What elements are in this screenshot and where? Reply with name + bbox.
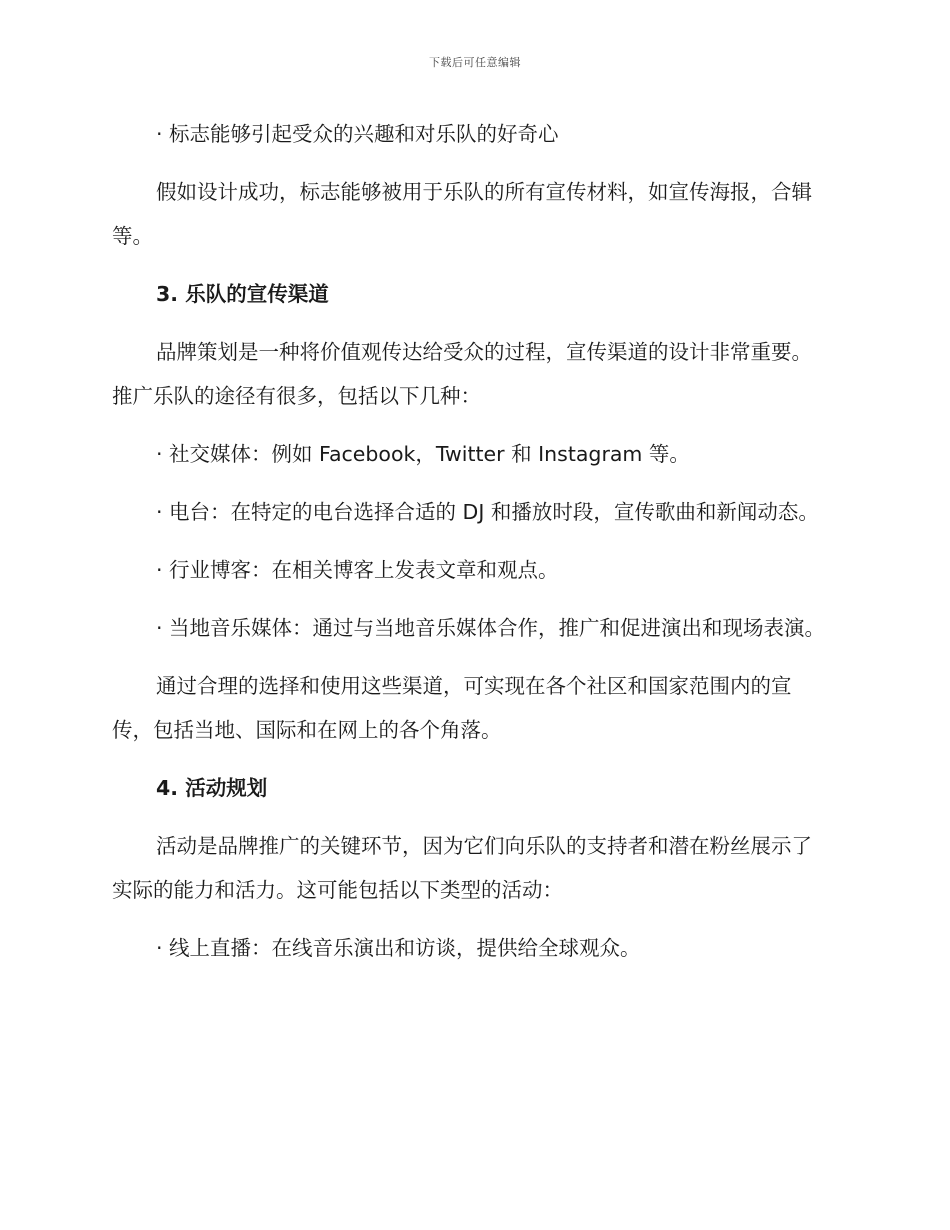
- paragraph-events-intro: 活动是品牌推广的关键环节，因为它们向乐队的支持者和潜在粉丝展示了实际的能力和活力。这可能包括以下类型的活动：: [112, 834, 812, 902]
- section-heading-promotion-channels: 3. 乐队的宣传渠道: [156, 282, 329, 306]
- section-heading-event-planning: 4. 活动规划: [156, 776, 268, 800]
- header-note: 下载后可任意编辑: [429, 56, 521, 69]
- paragraph-brand-planning: 品牌策划是一种将价值观传达给受众的过程，宣传渠道的设计非常重要。推广乐队的途径有很多，包括以下几种：: [112, 340, 812, 408]
- bullet-local-music-media: · 当地音乐媒体：通过与当地音乐媒体合作，推广和促进演出和现场表演。: [156, 616, 826, 640]
- bullet-social-media: · 社交媒体：例如 Facebook，Twitter 和 Instagram 等。: [156, 442, 690, 466]
- bullet-live-streaming: · 线上直播：在线音乐演出和访谈，提供给全球观众。: [156, 936, 641, 960]
- document-body: [112, 112, 832, 984]
- paragraph-logo-usage: 假如设计成功，标志能够被用于乐队的所有宣传材料，如宣传海报，合辑等。: [112, 180, 812, 248]
- bullet-logo-curiosity: · 标志能够引起受众的兴趣和对乐队的好奇心: [156, 122, 559, 146]
- paragraph-channel-summary: 通过合理的选择和使用这些渠道，可实现在各个社区和国家范围内的宣传，包括当地、国际和在网上的各个角落。: [112, 674, 792, 742]
- bullet-radio: · 电台：在特定的电台选择合适的 DJ 和播放时段，宣传歌曲和新闻动态。: [156, 500, 819, 524]
- bullet-industry-blogs: · 行业博客：在相关博客上发表文章和观点。: [156, 558, 559, 582]
